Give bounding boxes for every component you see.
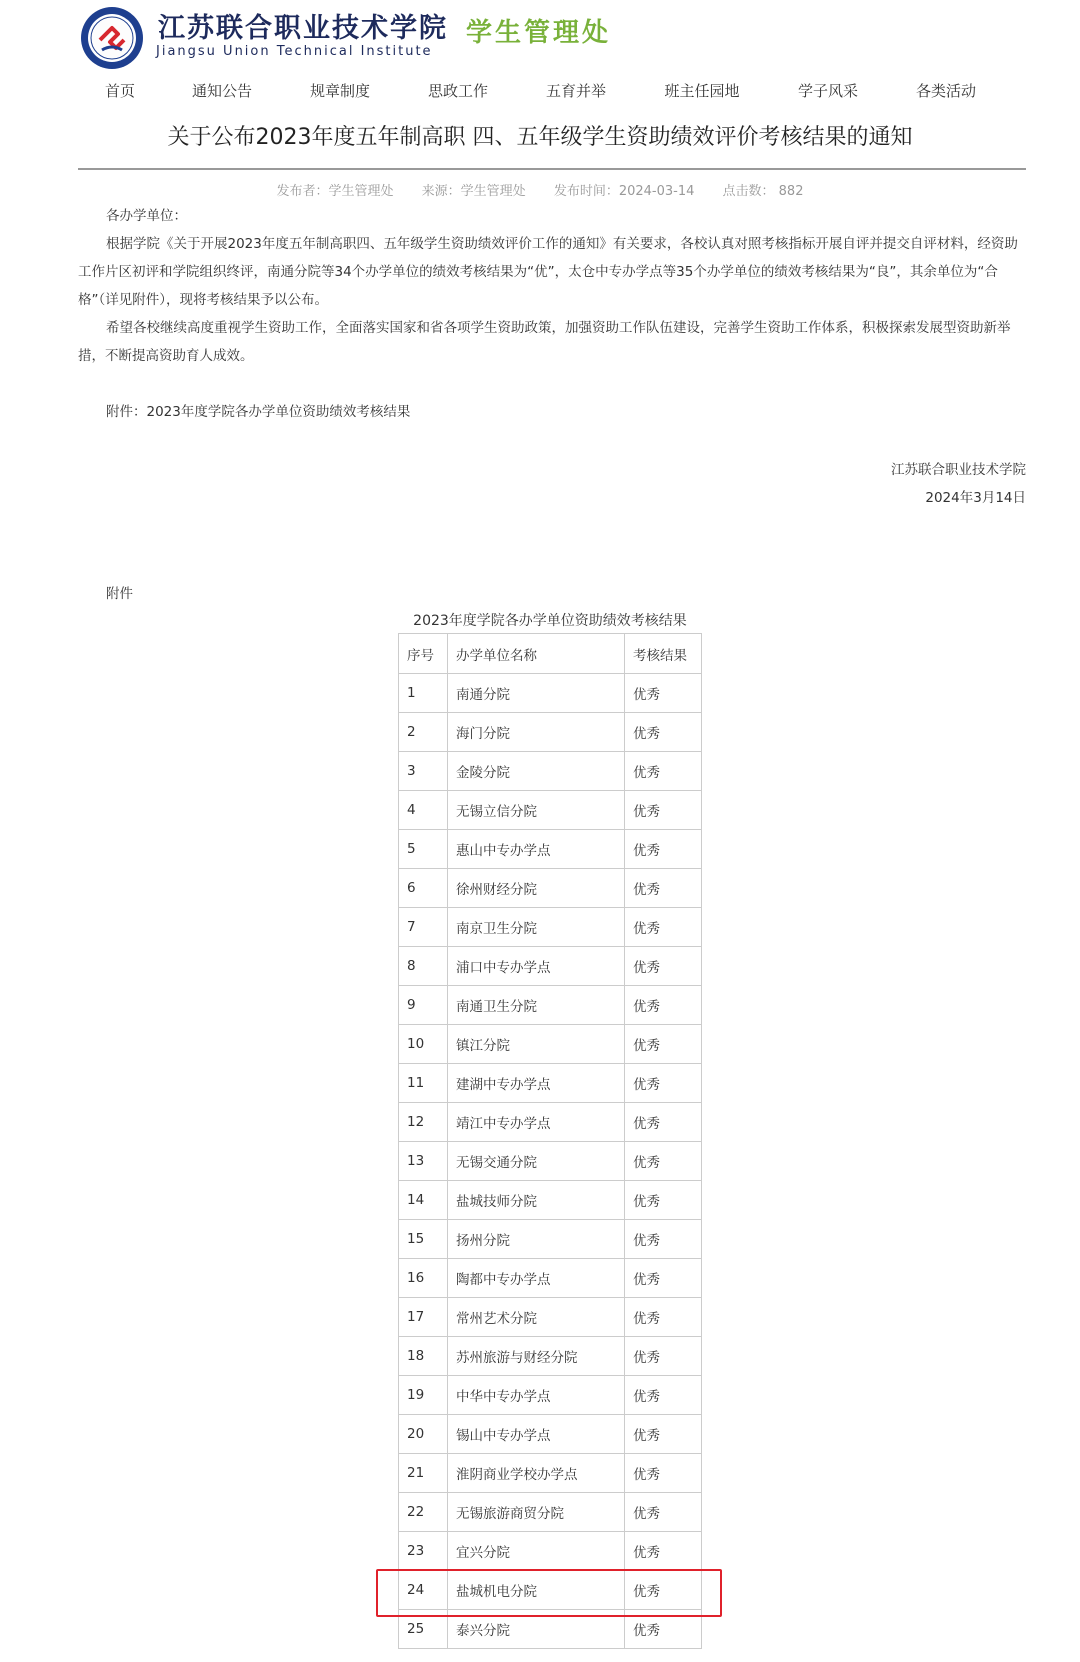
cell-index: 7 (399, 908, 448, 947)
salutation: 各办学单位： (106, 208, 187, 224)
nav-item-student-style[interactable]: 学子风采 (797, 82, 859, 100)
nav-item-activities[interactable]: 各类活动 (915, 82, 977, 100)
table-row (399, 1493, 702, 1532)
department-name: 学生管理处 (466, 18, 612, 48)
cell-unit: 苏州旅游与财经分院 (448, 1337, 625, 1376)
table-row (399, 1181, 702, 1220)
results-table (398, 633, 702, 1649)
cell-index: 1 (399, 674, 448, 713)
cell-result: 优秀 (625, 1298, 702, 1337)
table-row (399, 1064, 702, 1103)
table-row (399, 947, 702, 986)
nav-item-five-education[interactable]: 五育并举 (545, 82, 607, 100)
cell-unit: 陶都中专办学点 (448, 1259, 625, 1298)
cell-index: 22 (399, 1493, 448, 1532)
cell-index: 25 (399, 1610, 448, 1649)
meta-publisher: 发布者：学生管理处 (276, 184, 394, 199)
cell-index: 9 (399, 986, 448, 1025)
article-title: 关于公布2023年度五年制高职 四、五年级学生资助绩效评价考核结果的通知 (167, 125, 913, 150)
nav-item-notices[interactable]: 通知公告 (191, 82, 253, 100)
paragraph-1: 根据学院《关于开展2023年度五年制高职四、五年级学生资助绩效评价工作的通知》有关要求，各校认真对照考核指标开展自评并提交自评材料，经资助工作片区初评和学院组织终评，南通分院等34个办学单位的绩效考核结果为“优”，太仓中专办学点等35个办学单位的绩效考核结果为“良”，其余单位为“合格”（详见附件），现将考核结果予以公布。 (78, 236, 1018, 308)
cell-result: 优秀 (625, 752, 702, 791)
cell-index: 18 (399, 1337, 448, 1376)
table-row (399, 830, 702, 869)
college-logo-icon[interactable] (80, 6, 144, 70)
nav-item-ideology[interactable]: 思政工作 (427, 82, 489, 100)
cell-index: 16 (399, 1259, 448, 1298)
cell-result: 优秀 (625, 908, 702, 947)
table-row (399, 1103, 702, 1142)
cell-index: 15 (399, 1220, 448, 1259)
cell-result: 优秀 (625, 1181, 702, 1220)
table-row (399, 1298, 702, 1337)
site-header (0, 0, 1080, 100)
cell-unit: 南京卫生分院 (448, 908, 625, 947)
cell-index: 12 (399, 1103, 448, 1142)
cell-result: 优秀 (625, 1220, 702, 1259)
cell-unit: 泰兴分院 (448, 1610, 625, 1649)
attachment-label: 附件 (106, 586, 133, 602)
cell-index: 10 (399, 1025, 448, 1064)
cell-result: 优秀 (625, 1454, 702, 1493)
cell-result: 优秀 (625, 830, 702, 869)
nav-item-regulations[interactable]: 规章制度 (309, 82, 371, 100)
meta-date: 发布时间：2024-03-14 (553, 184, 695, 199)
cell-index: 3 (399, 752, 448, 791)
cell-index: 14 (399, 1181, 448, 1220)
cell-index: 19 (399, 1376, 448, 1415)
table-row (399, 1415, 702, 1454)
cell-index: 23 (399, 1532, 448, 1571)
attachment-link[interactable]: 附件：2023年度学院各办学单位资助绩效考核结果 (106, 404, 411, 420)
cell-unit: 镇江分院 (448, 1025, 625, 1064)
table-row (399, 1454, 702, 1493)
cell-unit: 无锡交通分院 (448, 1142, 625, 1181)
cell-unit: 锡山中专办学点 (448, 1415, 625, 1454)
paragraph-2: 希望各校继续高度重视学生资助工作，全面落实国家和省各项学生资助政策，加强资助工作队伍建设，完善学生资助工作体系，积极探索发展型资助新举措，不断提高资助育人成效。 (78, 320, 1011, 364)
cell-index: 20 (399, 1415, 448, 1454)
cell-result: 优秀 (625, 1142, 702, 1181)
cell-index: 5 (399, 830, 448, 869)
cell-index: 17 (399, 1298, 448, 1337)
cell-result: 优秀 (625, 1064, 702, 1103)
table-body (399, 674, 702, 1649)
table-row (399, 1376, 702, 1415)
cell-result: 优秀 (625, 713, 702, 752)
cell-unit: 淮阴商业学校办学点 (448, 1454, 625, 1493)
cell-unit: 金陵分院 (448, 752, 625, 791)
table-row (399, 1259, 702, 1298)
cell-index: 8 (399, 947, 448, 986)
college-name: 江苏联合职业技术学院 (158, 13, 448, 44)
cell-unit: 中华中专办学点 (448, 1376, 625, 1415)
table-row (399, 908, 702, 947)
cell-result: 优秀 (625, 1025, 702, 1064)
cell-unit: 靖江中专办学点 (448, 1103, 625, 1142)
cell-index: 2 (399, 713, 448, 752)
article-meta (0, 180, 1080, 199)
cell-index: 6 (399, 869, 448, 908)
cell-result: 优秀 (625, 1103, 702, 1142)
cell-result: 优秀 (625, 1493, 702, 1532)
cell-unit: 盐城技师分院 (448, 1181, 625, 1220)
meta-clicks: 点击数： 882 (722, 184, 804, 199)
cell-unit: 宜兴分院 (448, 1532, 625, 1571)
cell-result: 优秀 (625, 947, 702, 986)
cell-unit: 南通分院 (448, 674, 625, 713)
cell-result: 优秀 (625, 1376, 702, 1415)
cell-unit: 徐州财经分院 (448, 869, 625, 908)
cell-result: 优秀 (625, 869, 702, 908)
cell-result: 优秀 (625, 674, 702, 713)
main-nav (0, 80, 1080, 108)
cell-result: 优秀 (625, 986, 702, 1025)
cell-result: 优秀 (625, 1337, 702, 1376)
cell-index: 13 (399, 1142, 448, 1181)
table-row (399, 791, 702, 830)
cell-result: 优秀 (625, 1259, 702, 1298)
cell-result: 优秀 (625, 1532, 702, 1571)
table-row (399, 1142, 702, 1181)
cell-unit: 扬州分院 (448, 1220, 625, 1259)
table-row (399, 1025, 702, 1064)
table-row (399, 752, 702, 791)
table-row (399, 986, 702, 1025)
table-row (399, 713, 702, 752)
table-title: 2023年度学院各办学单位资助绩效考核结果 (413, 613, 687, 629)
cell-index: 4 (399, 791, 448, 830)
cell-result: 优秀 (625, 1571, 702, 1610)
cell-unit: 盐城机电分院 (448, 1571, 625, 1610)
cell-index: 11 (399, 1064, 448, 1103)
cell-result: 优秀 (625, 1610, 702, 1649)
table-row (399, 1532, 702, 1571)
header-unit: 办学单位名称 (448, 634, 625, 674)
table-row (399, 1220, 702, 1259)
table-row (399, 674, 702, 713)
table-header-row (399, 634, 702, 674)
attachment-line-wrap (78, 398, 1026, 426)
nav-item-class-teacher[interactable]: 班主任园地 (664, 82, 740, 100)
nav-item-home[interactable]: 首页 (104, 82, 136, 100)
meta-source: 来源：学生管理处 (421, 184, 526, 199)
title-divider (78, 168, 1026, 170)
cell-unit: 惠山中专办学点 (448, 830, 625, 869)
header-index: 序号 (399, 634, 448, 674)
cell-result: 优秀 (625, 1415, 702, 1454)
cell-unit: 海门分院 (448, 713, 625, 752)
cell-index: 24 (399, 1571, 448, 1610)
cell-result: 优秀 (625, 791, 702, 830)
article-body (78, 202, 1026, 370)
cell-index: 21 (399, 1454, 448, 1493)
signature-date: 2024年3月14日 (925, 490, 1026, 506)
cell-unit: 建湖中专办学点 (448, 1064, 625, 1103)
table-row (399, 1571, 702, 1610)
cell-unit: 南通卫生分院 (448, 986, 625, 1025)
signature-block (891, 456, 1026, 512)
table-row (399, 1337, 702, 1376)
table-row (399, 869, 702, 908)
cell-unit: 浦口中专办学点 (448, 947, 625, 986)
cell-unit: 常州艺术分院 (448, 1298, 625, 1337)
table-row (399, 1610, 702, 1649)
header-result: 考核结果 (625, 634, 702, 674)
signature: 江苏联合职业技术学院 (891, 462, 1026, 478)
cell-unit: 无锡立信分院 (448, 791, 625, 830)
cell-unit: 无锡旅游商贸分院 (448, 1493, 625, 1532)
college-name-english: Jiangsu Union Technical Institute (156, 44, 433, 59)
